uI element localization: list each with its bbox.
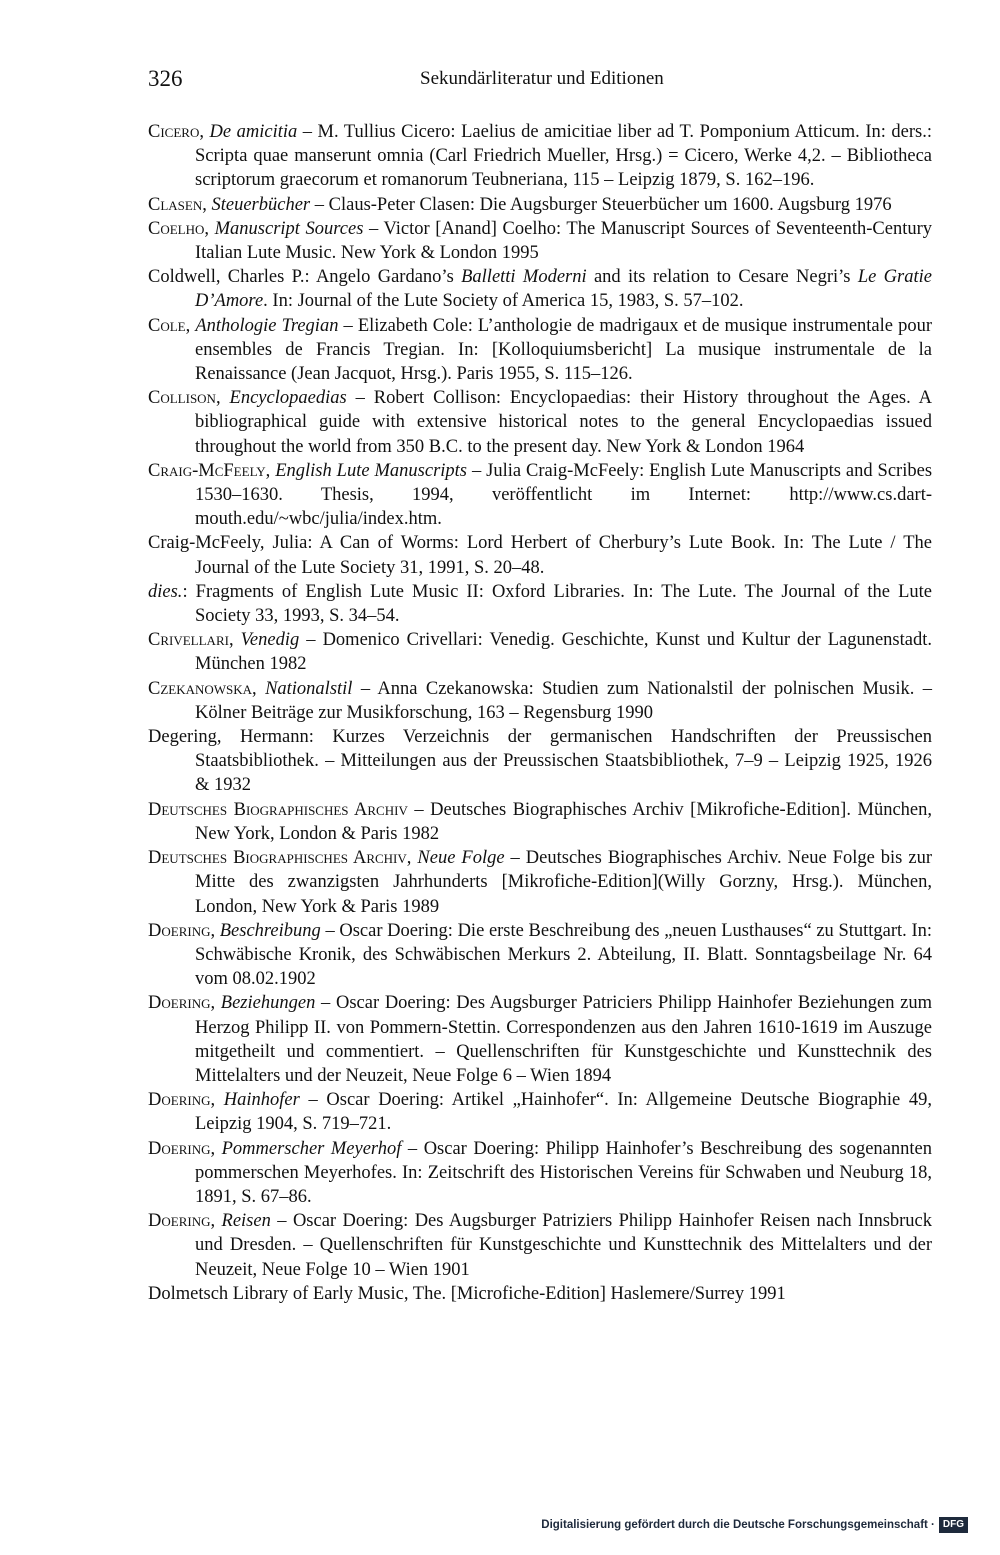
entry-author: Craig-McFeely, — [148, 460, 271, 481]
entry-author: Crivellari, — [148, 630, 234, 651]
bibliography-entry — [148, 725, 932, 798]
digitization-footer — [541, 1517, 968, 1533]
entry-text: – Victor [Anand] Coelho: The Manuscript Sources of Seventeenth-Century Italian Lute Music. New York & London 1995 — [195, 218, 933, 264]
entry-text: – Oscar Doering: Des Augsburger Patriziers Philipp Hainhofer Reisen nach Innsbruck und Dresden. – Quellenschriften für Kunstgeschichte und Kunsttechnik des Mittelalters und der Neuzeit, Neue Folge 10 – Wien 1901 — [195, 1211, 933, 1280]
entry-title-italic: Le Gratie D’Amore — [195, 267, 932, 312]
entry-title-italic: Balletti Moderni — [461, 267, 587, 288]
entry-short-title: Hainhofer — [223, 1090, 300, 1111]
entry-text: – Claus-Peter Clasen: Die Augsburger Steuerbücher um 1600. Augsburg 1976 — [310, 194, 892, 215]
entry-text: Craig-McFeely, Julia: A Can of Worms: Lord Herbert of Cherbury’s Lute Book. In: The Lute / The Journal of the Lute Society 31, 1991, S. 20–48. — [148, 533, 932, 578]
entry-text: – Oscar Doering: Philipp Hainhofer’s Beschreibung des sogenannten pommerschen Meyerhofes. In: Zeitschrift des Historischen Vereins für Schwaben und Neuburg 18, 1891, S. 67–86. — [195, 1138, 932, 1207]
entry-author: Czekanowska, — [148, 678, 257, 699]
entry-text: and its relation to Cesare Negri’s — [586, 267, 858, 288]
bibliography-entry — [148, 1282, 932, 1306]
entry-short-title: Nationalstil — [265, 678, 353, 699]
entry-author: Doering, — [148, 920, 216, 941]
bibliography-entry — [148, 265, 932, 313]
entry-short-title: Pommerscher Meyerhof — [221, 1138, 402, 1159]
entry-author: Coelho, — [148, 218, 210, 239]
entry-author: Cicero, — [148, 122, 204, 142]
entry-text: – Robert Collison: Encyclopaedias: their History throughout the Ages. A bibliographical guide with extensive historical notes to the general Encyclopaedias issued throughout the world from 350 B.C. to the present day. New York & London 1964 — [195, 388, 932, 457]
entry-short-title: Reisen — [221, 1211, 271, 1232]
entry-text: – Anna Czekanowska: Studien zum Nationalstil der polnischen Musik. – Kölner Beiträge zur Musikforschung, 163 – Regensburg 1990 — [195, 678, 932, 723]
bibliography-entry — [148, 798, 932, 846]
entry-text: – Oscar Doering: Die erste Beschreibung des „neuen Lusthauses“ zu Stuttgart. In: Schwäbische Kronik, des Schwäbischen Merkurs 2. Abteilung, II. Blatt. Sonntagsbeilage Nr. 64 vom 08.02.1902 — [195, 920, 932, 990]
page-header — [148, 66, 932, 96]
entry-text: – Oscar Doering: Artikel „Hainhofer“. In: Allgemeine Deutsche Biographie 49, Leipzig 1904, S. 719–721. — [195, 1090, 933, 1135]
entry-text: . In: Journal of the Lute Society of America 15, 1983, S. 57–102. — [263, 291, 744, 312]
entry-short-title: Beschreibung — [219, 920, 321, 941]
entry-text: : Fragments of English Lute Music II: Oxford Libraries. In: The Lute. The Journal of the Lute Society 33, 1993, S. 34–54. — [182, 581, 932, 627]
entry-text: Dolmetsch Library of Early Music, The. [Microfiche-Edition] Haslemere/Surrey 1991 — [148, 1283, 786, 1304]
entry-author: Deutsches Biographisches Archiv — [148, 799, 408, 820]
bibliography-entry — [148, 991, 932, 1088]
entry-text: Coldwell, Charles P.: Angelo Gardano’s — [148, 267, 462, 288]
page-number: 326 — [148, 66, 183, 91]
bibliography-entry — [148, 193, 932, 217]
entry-text: – Julia Craig-McFeely: English Lute Manuscripts and Scribes 1530–1630. Thesis, 1994, veröffentlicht im Internet: http://www.cs.dart-mouth.edu/~wbc/julia/index.htm. — [195, 460, 933, 530]
entry-author: Doering, — [148, 1138, 216, 1159]
bibliography-entry — [148, 919, 932, 992]
bibliography-entry — [148, 120, 932, 193]
bibliography-entry — [148, 1137, 932, 1210]
entry-short-title: Anthologie Tregian — [195, 315, 339, 336]
entry-author: Deutsches Biographisches Archiv, — [148, 848, 412, 869]
entry-author: Clasen, — [148, 194, 207, 215]
entry-short-title: Steuerbücher — [211, 194, 311, 215]
entry-author: Doering, — [148, 1211, 216, 1232]
bibliography-entry — [148, 459, 932, 532]
footer-credit: Digitalisierung gefördert durch die Deutsche Forschungsgemeinschaft · — [541, 1519, 935, 1531]
entry-author: Collison, — [148, 388, 221, 409]
bibliography-entry — [148, 677, 932, 725]
entry-short-title: Encyclopaedias — [229, 388, 347, 409]
entry-text: – Elizabeth Cole: L’anthologie de madrigaux et de musique instrumentale pour ensembles de Francis Tregian. In: [Kolloquiumsbericht] La musique instrumentale de la Renaissance (Jean Jacquot, Hrsg.). Paris 1955, S. 115–126. — [195, 315, 932, 385]
bibliography-entry — [148, 386, 932, 459]
entry-author: Doering, — [148, 1090, 216, 1111]
entry-short-title: Manuscript Sources — [214, 218, 364, 239]
entry-short-title: De amicitia — [209, 122, 298, 142]
entry-italic-lead: dies. — [148, 581, 183, 602]
entry-author: Cole, — [148, 315, 191, 336]
entry-text: – Domenico Crivellari: Venedig. Geschichte, Kunst und Kultur der Lagunenstadt. München 1982 — [195, 630, 932, 675]
bibliography-entry — [148, 846, 932, 919]
entry-text: – M. Tullius Cicero: Laelius de amicitiae liber ad T. Pomponium Atticum. In: ders.: Scripta quae manserunt omnia (Carl Friedrich Mueller, Hrsg.) = Cicero, Werke 4,2. – Bibliotheca scriptorum graecorum et romanorum Teubneriana, 115 – Leipzig 1879, S. 162–196. — [195, 122, 932, 191]
entry-text: – Oscar Doering: Des Augsburger Patriciers Philipp Hainhofer Beziehungen zum Herzog Philipp II. von Pommern-Stettin. Correspondenzen aus den Jahren 1610-1619 im Auszuge mitgetheilt und commentiert. – Quellenschriften für Kunstgeschichte und Kunsttechnik des Mittelalters und der Neuzeit, Neue Folge 6 – Wien 1894 — [195, 993, 932, 1086]
entry-short-title: Venedig — [240, 630, 300, 651]
running-head: Sekundärliteratur und Editionen — [420, 68, 664, 89]
entry-short-title: English Lute Manuscripts — [275, 460, 468, 481]
entry-text: Degering, Hermann: Kurzes Verzeichnis der germanischen Handschriften der Preussischen Staatsbibliothek. – Mitteilungen aus der Preussischen Staatsbibliothek, 7–9 – Leipzig 1925, 1926 & 1932 — [148, 727, 932, 796]
bibliography-list — [148, 120, 932, 1306]
bibliography-entry — [148, 1088, 932, 1136]
entry-text: – Deutsches Biographisches Archiv. Neue Folge bis zur Mitte des zwanzigsten Jahrhunderts [Mikrofiche-Edition](Willy Gorzny, Hrsg.). München, London, New York & Paris 1989 — [195, 848, 932, 917]
bibliography-entry — [148, 531, 932, 579]
dfg-logo: DFG — [939, 1517, 968, 1533]
entry-short-title: Neue Folge — [417, 848, 505, 869]
bibliography-entry — [148, 314, 932, 387]
bibliography-entry — [148, 628, 932, 676]
entry-short-title: Beziehungen — [220, 993, 316, 1014]
entry-author: Doering, — [148, 993, 216, 1014]
bibliography-entry — [148, 1209, 932, 1282]
bibliography-entry — [148, 580, 932, 628]
bibliography-entry — [148, 217, 932, 265]
entry-text: – Deutsches Biographisches Archiv [Mikrofiche-Edition]. München, New York, London & Paris 1982 — [195, 799, 932, 844]
